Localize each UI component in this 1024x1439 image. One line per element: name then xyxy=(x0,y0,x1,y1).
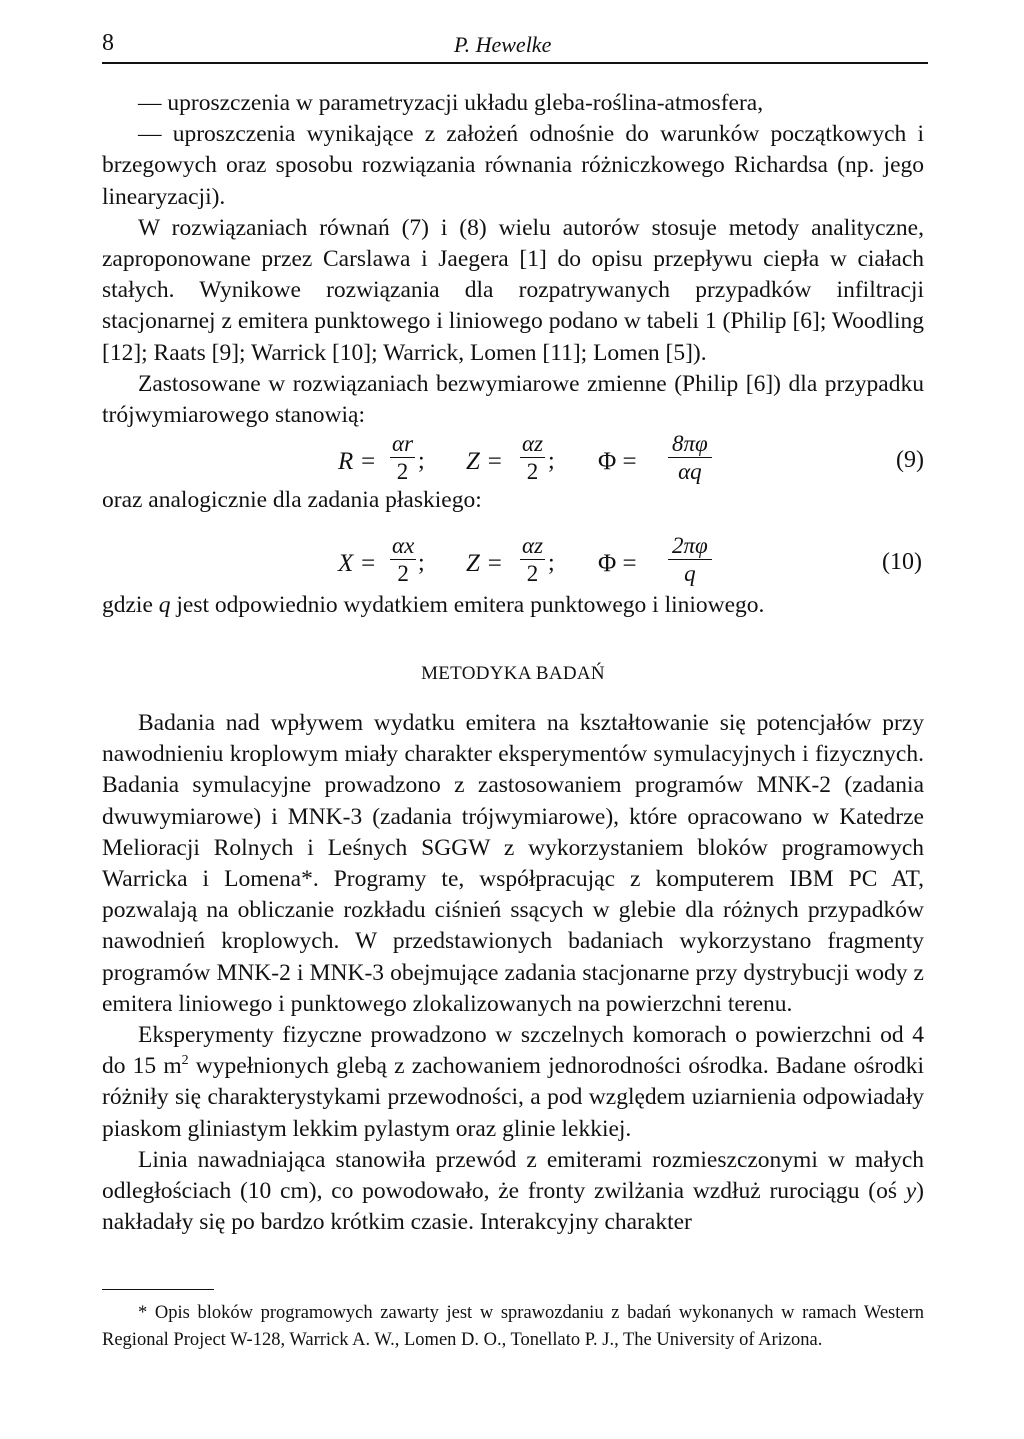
eq9-den-phi: αq xyxy=(678,459,702,484)
paragraph-simulation-studies: Badania nad wpływem wydatku emitera na kształtowanie się potencjałów przy nawodnieniu kroplowym miały charakter eksperymentów symulacyjnych i fizycznych. Badania symulacyjne prowadzono z zastosowaniem programów MNK-2 (zadania dwuwymiarowe) i MNK-3 (zadania trójwymiarowe), które opracowano w Katedrze Melioracji Rolnych i Leśnych SGGW z wykorzystaniem bloków programowych Warricka i Lomena*. Programy te, współpracując z komputerem IBM PC AT, pozwalają na obliczanie rozkładu ciśnień ssących w glebie dla różnych przypadków nawodnień kroplowych. W przedstawionych badaniach wykorzystano fragmenty programów MNK-2 i MNK-3 obejmujące zadania stacjonarne przy dystrybucji wody z emitera liniowego i punktowego zlokalizowanych na powierzchni terenu. xyxy=(102,710,924,1017)
paragraph-planar-case: oraz analogicznie dla zadania płaskiego: xyxy=(102,487,482,513)
where-var-q: q xyxy=(158,592,171,618)
eq10-den-phi: q xyxy=(684,561,696,586)
eq10-fraction-x xyxy=(390,533,416,588)
eq10-sep-1: ; xyxy=(418,550,425,576)
where-before: gdzie xyxy=(102,592,159,618)
para3-before: Linia nawadniająca stanowiła przewód z emiterami rozmieszczonymi w małych odległościach (10 cm), co powodowało, że fronty zwilżania wzdłuż rurociągu (oś xyxy=(102,1146,924,1205)
eq9-den-r: 2 xyxy=(396,459,409,484)
eq10-number: (10) xyxy=(882,549,922,575)
eq9-fraction-z xyxy=(520,431,545,486)
paragraph-dimensionless-variables: Zastosowane w rozwiązaniach bezwymiarowe zmienne (Philip [6]) dla przypadku trójwymiarowego stanowią: xyxy=(102,370,924,429)
eq10-lhs-x: X = xyxy=(338,550,377,577)
para2-before: Eksperymenty fizyczne prowadzono w szczelnych komorach o powierzchni od 4 do 15 m xyxy=(102,1022,924,1080)
eq9-sep-2: ; xyxy=(548,448,555,474)
text-planar-case xyxy=(102,485,924,516)
para3-after: ) nakładały się po bardzo krótkim czasie. Interakcyjny charakter xyxy=(102,1178,924,1236)
eq9-fraction-phi xyxy=(668,431,712,486)
eq10-num-x: αx xyxy=(392,533,415,558)
eq9-sep-1: ; xyxy=(418,448,425,474)
eq9-num-r: αr xyxy=(392,431,414,456)
footnote-rule xyxy=(102,1289,214,1290)
eq10-lhs-z: Z = xyxy=(466,550,504,577)
equation-10 xyxy=(102,533,924,597)
paragraph-physical-experiments xyxy=(102,1020,924,1145)
eq9-number: (9) xyxy=(896,447,924,473)
section-heading-methods: METODYKA BADAŃ xyxy=(421,663,605,684)
para3-var-y: y xyxy=(905,1178,917,1205)
text-where xyxy=(102,590,924,621)
para2-after: wypełnionych glebą z zachowaniem jednorodności ośrodka. Badane ośrodki różniły się charakterystykami przewodności, a pod względem uziarnienia odpowiadały piaskom gliniastym lekkim pylastym oraz glinie lekkiej. xyxy=(102,1053,924,1142)
eq9-num-z: αz xyxy=(522,431,544,456)
methods-text xyxy=(102,708,924,1238)
paragraph-analytical-methods: W rozwiązaniach równań (7) i (8) wielu autorów stosuje metody analityczne, zaproponowane przez Carslawa i Jaegera [1] do opisu przepływu ciepła w ciałach stałych. Wynikowe rozwiązania dla rozpatrywanych przypadków infiltracji stacjonarnej z emitera punktowego i liniowego podano w tabeli 1 (Philip [6]; Woodling [12]; Raats [9]; Warrick [10]; Warrick, Lomen [11]; Lomen [5]). xyxy=(102,214,924,366)
eq9-lhs-phi: Φ = xyxy=(598,448,637,475)
bullet-simplification-1: — uproszczenia w parametryzacji układu gleba-roślina-atmosfera, xyxy=(138,90,764,116)
eq10-den-x: 2 xyxy=(397,561,409,586)
footnote xyxy=(102,1300,924,1354)
eq10-sep-2: ; xyxy=(548,550,555,576)
running-header-author: P. Hewelke xyxy=(454,32,552,57)
eq9-lhs-z: Z = xyxy=(466,448,504,475)
eq9-num-phi: 8πφ xyxy=(668,431,712,458)
header-rule xyxy=(102,62,928,64)
eq10-den-z: 2 xyxy=(526,561,539,586)
eq9-fraction-r xyxy=(390,431,415,486)
bullet-simplification-2: — uproszczenia wynikające z założeń odnośnie do warunków początkowych i brzegowych oraz sposobu rozwiązania równania różniczkowego Richardsa (np. jego linearyzacji). xyxy=(102,121,924,210)
eq10-lhs-phi: Φ = xyxy=(598,550,637,577)
eq10-fraction-z xyxy=(520,533,545,588)
eq10-fraction-phi xyxy=(668,533,712,588)
page-number: 8 xyxy=(102,30,114,56)
paragraph-irrigation-line xyxy=(102,1145,924,1239)
where-after: jest odpowiednio wydatkiem emitera punktowego i liniowego. xyxy=(170,592,765,618)
footnote-text: * Opis bloków programowych zawarty jest w sprawozdaniu z badań wykonanych w ramach Western Regional Project W-128, Warrick A. W., Lomen D. O., Tonellato P. J., The University of Arizona. xyxy=(102,1303,924,1350)
para2-superscript: 2 xyxy=(181,1053,189,1069)
eq10-num-z: αz xyxy=(522,533,544,558)
eq9-lhs-r: R = xyxy=(338,448,377,475)
intro-text xyxy=(102,88,924,431)
eq10-num-phi: 2πφ xyxy=(668,533,712,560)
paragraph-where-q xyxy=(102,590,924,621)
eq9-den-z: 2 xyxy=(526,459,539,484)
